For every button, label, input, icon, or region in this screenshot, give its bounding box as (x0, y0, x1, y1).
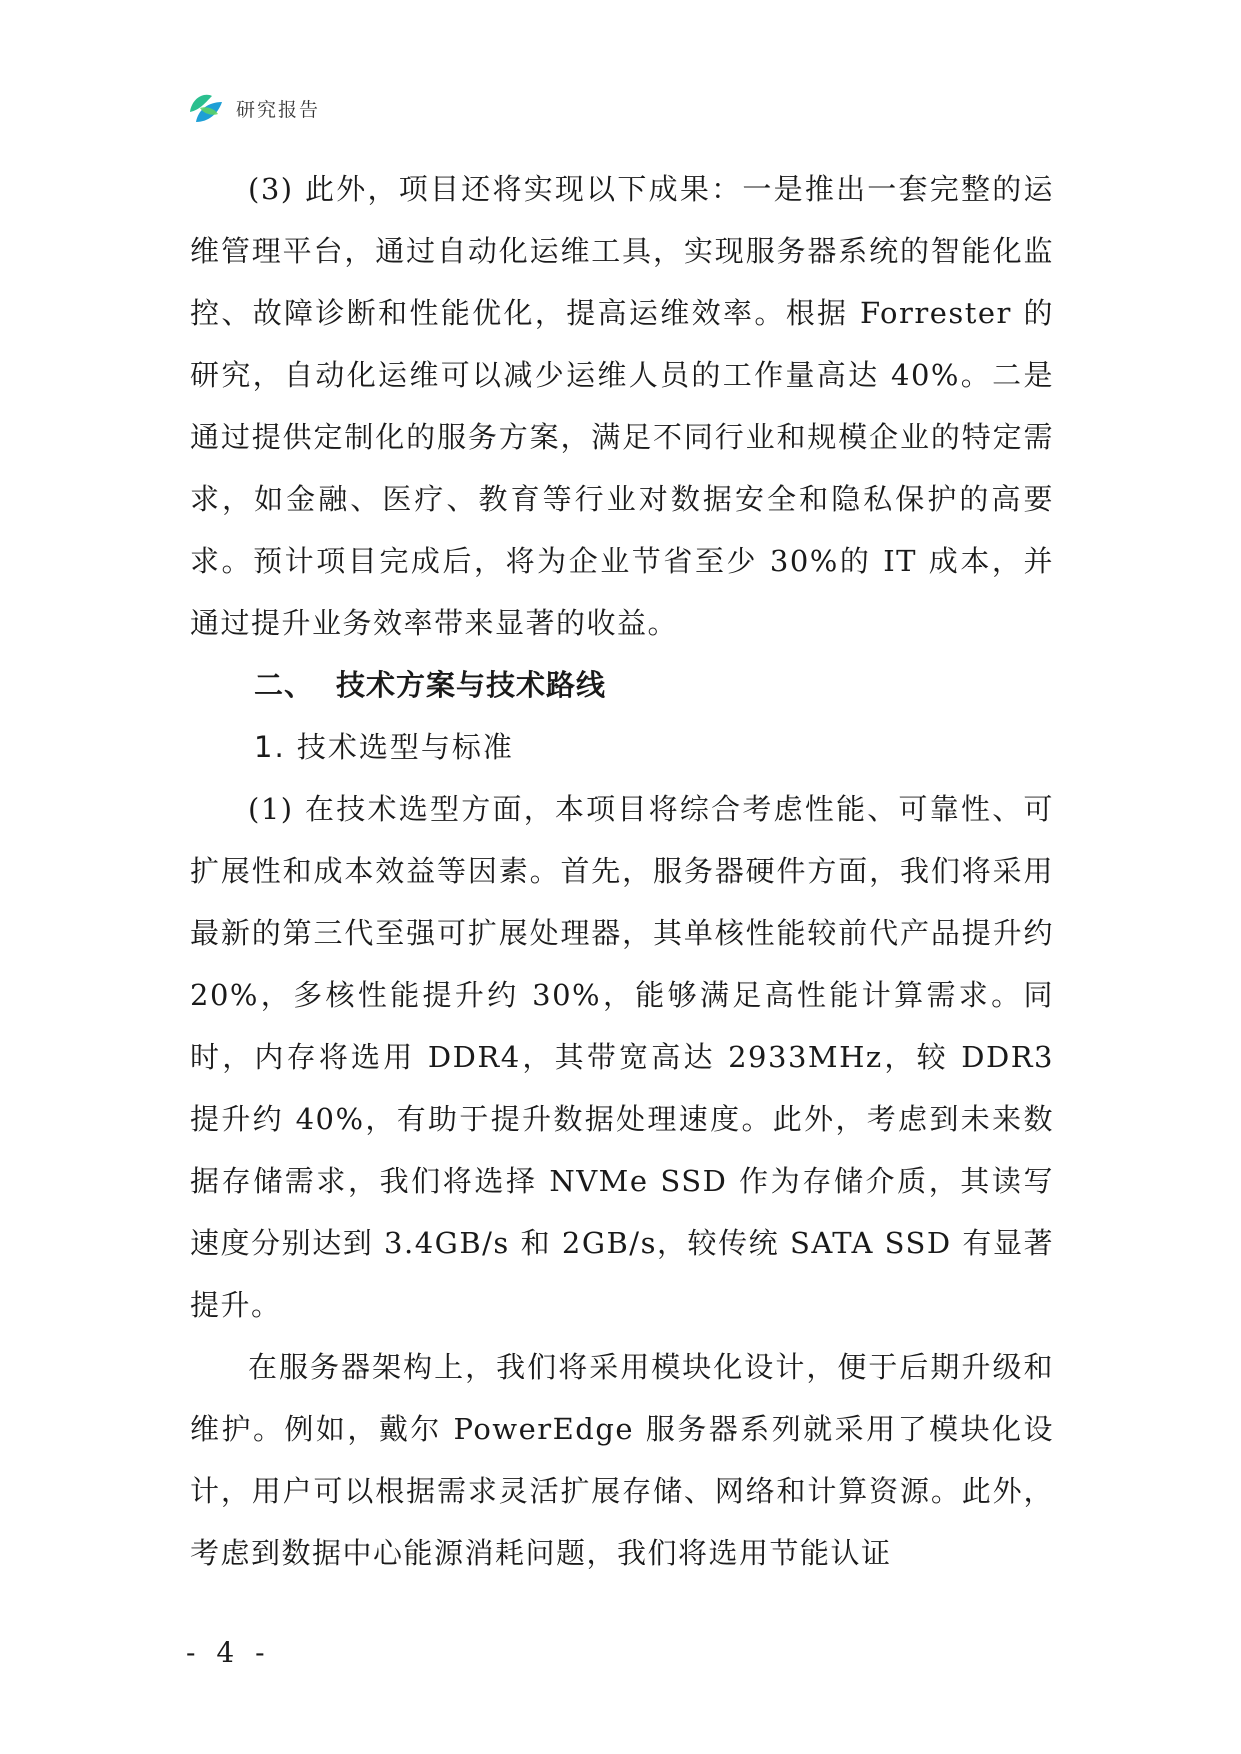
subsection-heading: 1. 技术选型与标准 (254, 730, 514, 764)
paragraph-architecture: 在服务器架构上，我们将采用模块化设计，便于后期升级和维护。例如，戴尔 PowerEdge 服务器系列就采用了模块化设计，用户可以根据需求灵活扩展存储、网络和计算资源。此外，考虑到数据中心能源消耗问题，我们将选用节能认证 (190, 1350, 1054, 1570)
paragraph-tech-selection: (1) 在技术选型方面，本项目将综合考虑性能、可靠性、可扩展性和成本效益等因素。首先，服务器硬件方面，我们将采用最新的第三代至强可扩展处理器，其单核性能较前代产品提升约 20%，多核性能提升约 30%，能够满足高性能计算需求。同时，内存将选用 DDR4，其带宽高达 2933MHz，较 DDR3 提升约 40%，有助于提升数据处理速度。此外，考虑到未来数据存储需求，我们将选择 NVMe SSD 作为存储介质，其读写速度分别达到 3.4GB/s 和 2GB/s，较传统 SATA SSD 有显著提升。 (190, 792, 1054, 1322)
section-title: 技术方案与技术路线 (336, 668, 607, 702)
paragraph-outcomes: (3) 此外，项目还将实现以下成果：一是推出一套完整的运维管理平台，通过自动化运维工具，实现服务器系统的智能化监控、故障诊断和性能优化，提高运维效率。根据 Forrester 的研究，自动化运维可以减少运维人员的工作量高达 40%。二是通过提供定制化的服务方案，满足不同行业和规模企业的特定需求，如金融、医疗、教育等行业对数据安全和隐私保护的高要求。预计项目完成后，将为企业节省至少 30%的 IT 成本，并通过提升业务效率带来显著的收益。 (190, 172, 1054, 640)
header-title: 研究报告 (236, 98, 321, 121)
page-header (186, 86, 320, 130)
document-body (190, 158, 1054, 1584)
section-number: 二、 (254, 668, 315, 702)
leaf-logo-icon (186, 88, 226, 128)
section-heading (190, 654, 1054, 716)
page-number: - 4 - (186, 1636, 271, 1669)
